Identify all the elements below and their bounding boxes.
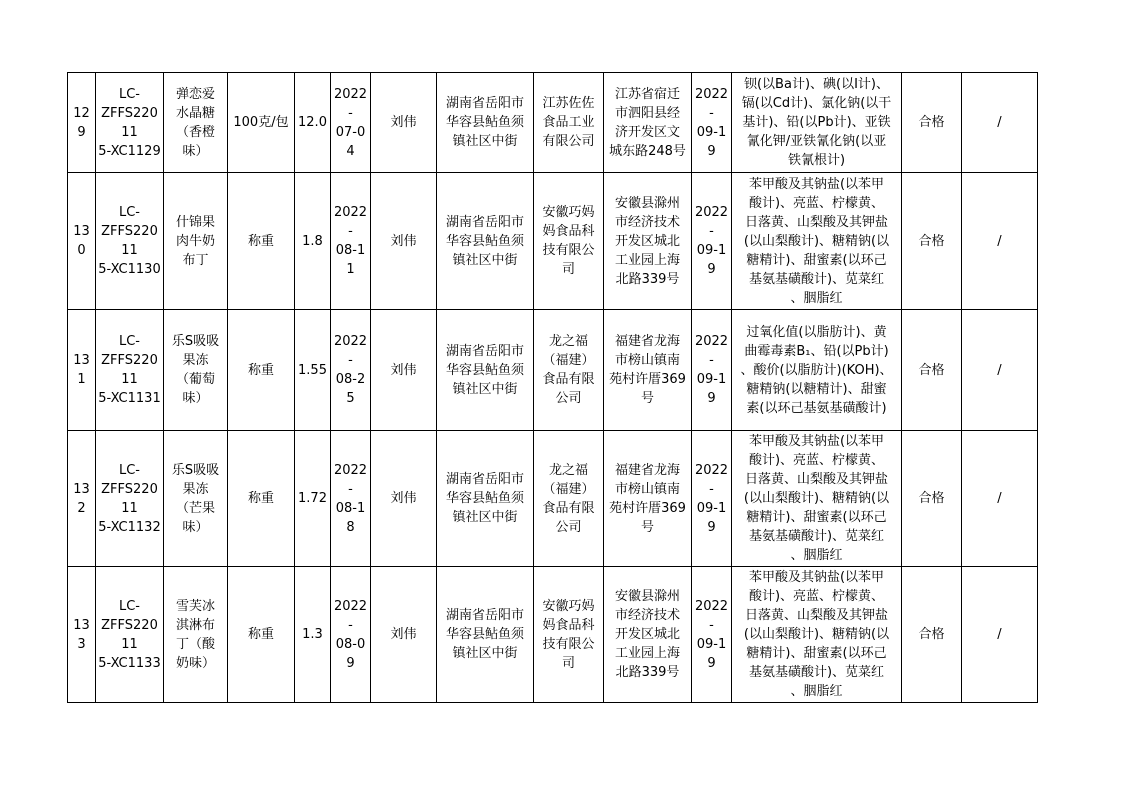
test-items-cell: 苯甲酸及其钠盐(以苯甲 酸计)、亮蓝、柠檬黄、 日落黄、山梨酸及其钾盐 (以山梨酸计)、糖精钠(以 糖精计)、甜蜜素(以环己 基氨基磺酸计)、苋菜红 、胭脂红 [732, 567, 902, 703]
sampling-location-cell: 湖南省岳阳市 华容县鲇鱼须 镇社区中街 [437, 310, 534, 431]
sampling-location-cell: 湖南省岳阳市 华容县鲇鱼须 镇社区中街 [437, 567, 534, 703]
producer-cell: 安徽巧妈 妈食品科 技有限公 司 [534, 567, 604, 703]
test-date-cell: 2022- 09-19 [692, 431, 732, 567]
production-date-cell: 2022- 08-09 [331, 567, 371, 703]
producer-address-cell: 安徽县滁州 市经济技术 开发区城北 工业园上海 北路339号 [604, 567, 692, 703]
producer-address-cell: 江苏省宿迁 市泗阳县经 济开发区文 城东路248号 [604, 73, 692, 173]
sampler-cell: 刘伟 [371, 173, 437, 310]
producer-address-cell: 福建省龙海 市榜山镇南 苑村许厝369 号 [604, 310, 692, 431]
inspection-table [67, 72, 1038, 703]
sampling-location-cell: 湖南省岳阳市 华容县鲇鱼须 镇社区中街 [437, 431, 534, 567]
code-cell: LC- ZFFS22011 5-XC1129 [96, 73, 164, 173]
qty-cell: 1.72 [295, 431, 331, 567]
seq-cell: 131 [68, 310, 96, 431]
name-cell: 乐S吸吸 果冻 （葡萄 味） [164, 310, 228, 431]
spec-cell: 称重 [228, 310, 295, 431]
producer-cell: 龙之福 （福建） 食品有限 公司 [534, 431, 604, 567]
table-row [68, 567, 1038, 703]
spec-cell: 称重 [228, 567, 295, 703]
production-date-cell: 2022- 07-04 [331, 73, 371, 173]
seq-cell: 133 [68, 567, 96, 703]
remark-cell: / [962, 173, 1038, 310]
spec-cell: 称重 [228, 173, 295, 310]
name-cell: 什锦果 肉牛奶 布丁 [164, 173, 228, 310]
table-row [68, 73, 1038, 173]
qty-cell: 1.8 [295, 173, 331, 310]
test-items-cell: 过氧化值(以脂肪计)、黄 曲霉毒素B₁、铅(以Pb计) 、酸价(以脂肪计)(KOH)、 糖精钠(以糖精计)、甜蜜 素(以环己基氨基磺酸计) [732, 310, 902, 431]
result-cell: 合格 [902, 310, 962, 431]
sampler-cell: 刘伟 [371, 567, 437, 703]
table-row [68, 173, 1038, 310]
test-date-cell: 2022- 09-19 [692, 310, 732, 431]
test-items-cell: 苯甲酸及其钠盐(以苯甲 酸计)、亮蓝、柠檬黄、 日落黄、山梨酸及其钾盐 (以山梨酸计)、糖精钠(以 糖精计)、甜蜜素(以环己 基氨基磺酸计)、苋菜红 、胭脂红 [732, 431, 902, 567]
seq-cell: 129 [68, 73, 96, 173]
test-date-cell: 2022- 09-19 [692, 73, 732, 173]
table-row [68, 310, 1038, 431]
producer-cell: 江苏佐佐 食品工业 有限公司 [534, 73, 604, 173]
code-cell: LC- ZFFS22011 5-XC1131 [96, 310, 164, 431]
remark-cell: / [962, 431, 1038, 567]
test-items-cell: 苯甲酸及其钠盐(以苯甲 酸计)、亮蓝、柠檬黄、 日落黄、山梨酸及其钾盐 (以山梨酸计)、糖精钠(以 糖精计)、甜蜜素(以环己 基氨基磺酸计)、苋菜红 、胭脂红 [732, 173, 902, 310]
producer-cell: 龙之福 （福建） 食品有限 公司 [534, 310, 604, 431]
qty-cell: 12.0 [295, 73, 331, 173]
sampler-cell: 刘伟 [371, 73, 437, 173]
result-cell: 合格 [902, 173, 962, 310]
name-cell: 雪芙冰 淇淋布 丁（酸 奶味） [164, 567, 228, 703]
remark-cell: / [962, 73, 1038, 173]
production-date-cell: 2022- 08-25 [331, 310, 371, 431]
name-cell: 乐S吸吸 果冻 （芒果 味） [164, 431, 228, 567]
producer-cell: 安徽巧妈 妈食品科 技有限公 司 [534, 173, 604, 310]
table-row [68, 431, 1038, 567]
production-date-cell: 2022- 08-11 [331, 173, 371, 310]
producer-address-cell: 安徽县滁州 市经济技术 开发区城北 工业园上海 北路339号 [604, 173, 692, 310]
result-cell: 合格 [902, 73, 962, 173]
result-cell: 合格 [902, 431, 962, 567]
code-cell: LC- ZFFS22011 5-XC1130 [96, 173, 164, 310]
code-cell: LC- ZFFS22011 5-XC1133 [96, 567, 164, 703]
sampling-location-cell: 湖南省岳阳市 华容县鲇鱼须 镇社区中街 [437, 73, 534, 173]
producer-address-cell: 福建省龙海 市榜山镇南 苑村许厝369 号 [604, 431, 692, 567]
qty-cell: 1.55 [295, 310, 331, 431]
test-date-cell: 2022- 09-19 [692, 173, 732, 310]
sampler-cell: 刘伟 [371, 310, 437, 431]
test-date-cell: 2022- 09-19 [692, 567, 732, 703]
name-cell: 弹恋爱 水晶糖 （香橙 味） [164, 73, 228, 173]
qty-cell: 1.3 [295, 567, 331, 703]
code-cell: LC- ZFFS22011 5-XC1132 [96, 431, 164, 567]
test-items-cell: 钡(以Ba计)、碘(以I计)、 镉(以Cd计)、氯化钠(以干 基计)、铅(以Pb计)、亚铁 氰化钾/亚铁氰化钠(以亚 铁氰根计) [732, 73, 902, 173]
sampling-location-cell: 湖南省岳阳市 华容县鲇鱼须 镇社区中街 [437, 173, 534, 310]
spec-cell: 100克/包 [228, 73, 295, 173]
result-cell: 合格 [902, 567, 962, 703]
production-date-cell: 2022- 08-18 [331, 431, 371, 567]
remark-cell: / [962, 567, 1038, 703]
seq-cell: 132 [68, 431, 96, 567]
seq-cell: 130 [68, 173, 96, 310]
spec-cell: 称重 [228, 431, 295, 567]
remark-cell: / [962, 310, 1038, 431]
sampler-cell: 刘伟 [371, 431, 437, 567]
